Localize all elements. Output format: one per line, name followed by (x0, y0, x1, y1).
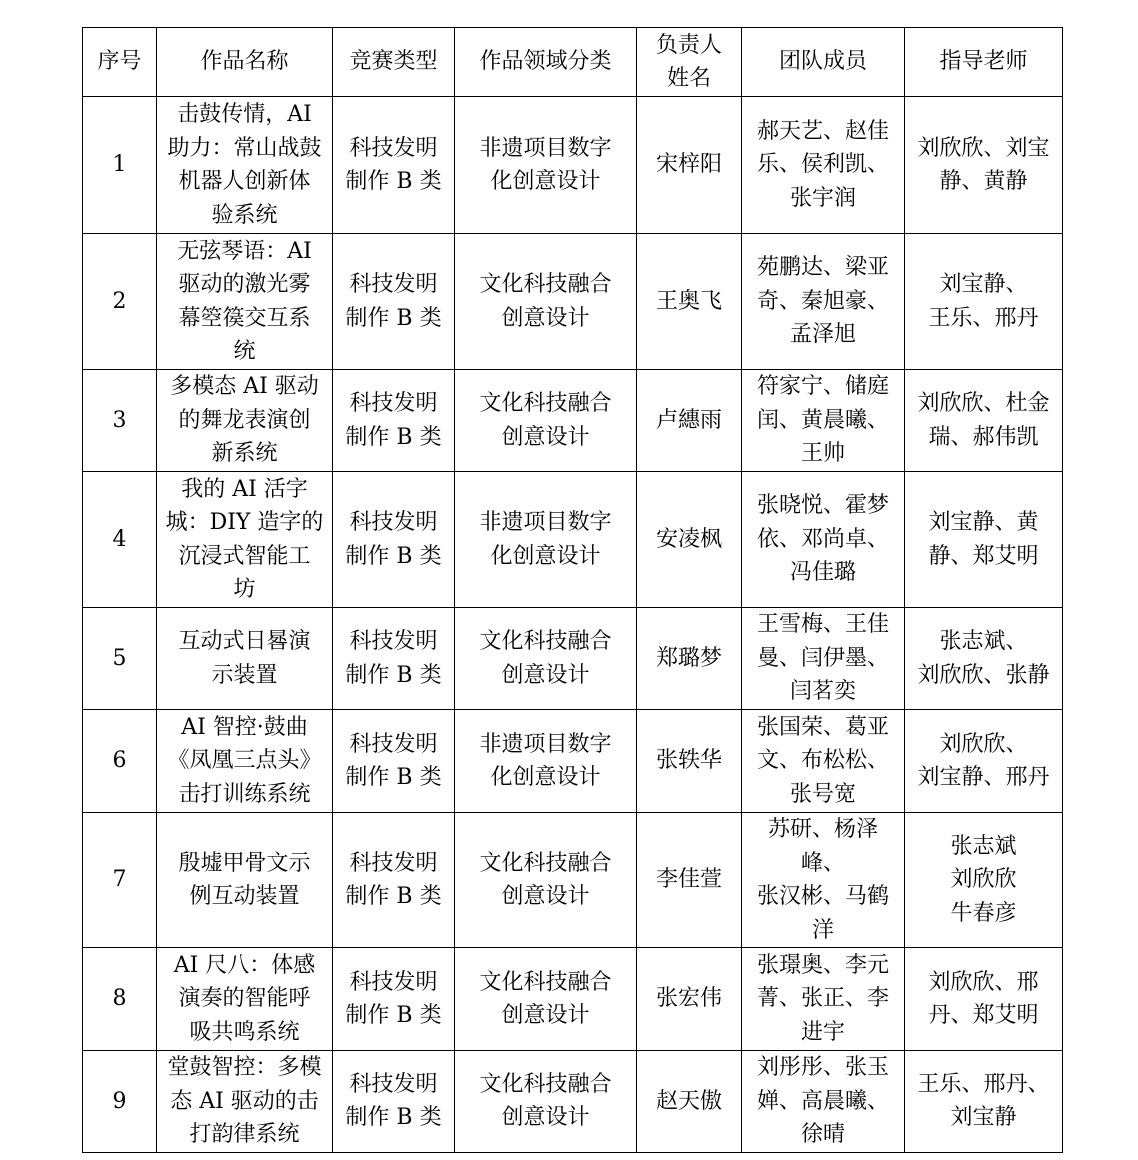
header-work-field: 作品领域分类 (455, 28, 637, 97)
cell-index: 3 (83, 370, 157, 472)
cell-work-field: 文化科技融合 创意设计 (455, 948, 637, 1051)
cell-competition-type: 科技发明 制作 B 类 (333, 813, 455, 948)
table-row (83, 234, 1063, 370)
cell-work-field: 文化科技融合 创意设计 (455, 608, 637, 710)
cell-index: 1 (83, 97, 157, 234)
cell-work-title: 互动式日晷演 示装置 (157, 608, 333, 710)
header-work-title: 作品名称 (157, 28, 333, 97)
cell-leader-name: 安凌枫 (637, 472, 742, 608)
cell-advisors: 刘欣欣、刘宝 静、黄静 (905, 97, 1063, 234)
cell-competition-type: 科技发明 制作 B 类 (333, 97, 455, 234)
cell-work-field: 非遗项目数字 化创意设计 (455, 97, 637, 234)
cell-leader-name: 张宏伟 (637, 948, 742, 1051)
cell-index: 4 (83, 472, 157, 608)
header-index: 序号 (83, 28, 157, 97)
cell-index: 6 (83, 710, 157, 813)
cell-advisors: 张志斌、 刘欣欣、张静 (905, 608, 1063, 710)
cell-advisors: 刘宝静、 王乐、邢丹 (905, 234, 1063, 370)
table-row (83, 710, 1063, 813)
cell-advisors: 刘宝静、黄 静、郑艾明 (905, 472, 1063, 608)
cell-work-field: 非遗项目数字 化创意设计 (455, 472, 637, 608)
cell-team-members: 张国荣、葛亚 文、布松松、 张号宽 (742, 710, 905, 813)
header-advisors: 指导老师 (905, 28, 1063, 97)
cell-advisors: 王乐、邢丹、 刘宝静 (905, 1051, 1063, 1153)
cell-work-title: 多模态 AI 驱动 的舞龙表演创 新系统 (157, 370, 333, 472)
header-leader-name: 负责人 姓名 (637, 28, 742, 97)
cell-leader-name: 赵天傲 (637, 1051, 742, 1153)
cell-advisors: 刘欣欣、 刘宝静、邢丹 (905, 710, 1063, 813)
cell-leader-name: 郑璐梦 (637, 608, 742, 710)
table-row (83, 948, 1063, 1051)
cell-work-field: 文化科技融合 创意设计 (455, 1051, 637, 1153)
cell-advisors: 刘欣欣、邢 丹、郑艾明 (905, 948, 1063, 1051)
cell-team-members: 苑鹏达、梁亚 奇、秦旭豪、 孟泽旭 (742, 234, 905, 370)
cell-work-field: 非遗项目数字 化创意设计 (455, 710, 637, 813)
cell-team-members: 符家宁、储庭 闰、黄晨曦、 王帅 (742, 370, 905, 472)
cell-team-members: 张璟奥、李元 菁、张正、李 进宇 (742, 948, 905, 1051)
cell-index: 5 (83, 608, 157, 710)
cell-competition-type: 科技发明 制作 B 类 (333, 710, 455, 813)
cell-advisors: 张志斌 刘欣欣 牛春彦 (905, 813, 1063, 948)
cell-team-members: 苏研、杨泽峰、 张汉彬、马鹤 洋 (742, 813, 905, 948)
table-row (83, 97, 1063, 234)
cell-leader-name: 王奥飞 (637, 234, 742, 370)
table-row (83, 608, 1063, 710)
header-competition-type: 竞赛类型 (333, 28, 455, 97)
document-page (82, 27, 1063, 1153)
cell-index: 2 (83, 234, 157, 370)
cell-leader-name: 宋梓阳 (637, 97, 742, 234)
cell-leader-name: 卢繐雨 (637, 370, 742, 472)
cell-work-field: 文化科技融合 创意设计 (455, 813, 637, 948)
cell-competition-type: 科技发明 制作 B 类 (333, 370, 455, 472)
cell-work-title: 击鼓传情，AI 助力：常山战鼓 机器人创新体 验系统 (157, 97, 333, 234)
table-row (83, 472, 1063, 608)
header-team-members: 团队成员 (742, 28, 905, 97)
table-body (83, 97, 1063, 1153)
table-header (83, 28, 1063, 97)
cell-advisors: 刘欣欣、杜金 瑞、郝伟凯 (905, 370, 1063, 472)
cell-competition-type: 科技发明 制作 B 类 (333, 1051, 455, 1153)
cell-index: 7 (83, 813, 157, 948)
cell-index: 8 (83, 948, 157, 1051)
cell-work-title: 殷墟甲骨文示 例互动装置 (157, 813, 333, 948)
cell-work-title: 我的 AI 活字 城：DIY 造字的 沉浸式智能工 坊 (157, 472, 333, 608)
cell-work-title: 无弦琴语：AI 驱动的激光雾 幕箜篌交互系 统 (157, 234, 333, 370)
table-row (83, 813, 1063, 948)
cell-team-members: 张晓悦、霍梦 依、邓尚卓、 冯佳璐 (742, 472, 905, 608)
cell-work-title: AI 尺八：体感 演奏的智能呼 吸共鸣系统 (157, 948, 333, 1051)
cell-work-field: 文化科技融合 创意设计 (455, 234, 637, 370)
cell-index: 9 (83, 1051, 157, 1153)
header-row (83, 28, 1063, 97)
cell-team-members: 郝天艺、赵佳 乐、侯利凯、 张宇润 (742, 97, 905, 234)
cell-competition-type: 科技发明 制作 B 类 (333, 948, 455, 1051)
cell-competition-type: 科技发明 制作 B 类 (333, 472, 455, 608)
cell-team-members: 刘彤彤、张玉 婵、高晨曦、 徐晴 (742, 1051, 905, 1153)
cell-work-title: 堂鼓智控：多模 态 AI 驱动的击 打韵律系统 (157, 1051, 333, 1153)
cell-leader-name: 李佳萱 (637, 813, 742, 948)
cell-work-field: 文化科技融合 创意设计 (455, 370, 637, 472)
cell-leader-name: 张轶华 (637, 710, 742, 813)
table-row (83, 370, 1063, 472)
cell-competition-type: 科技发明 制作 B 类 (333, 234, 455, 370)
cell-team-members: 王雪梅、王佳 曼、闫伊墨、 闫茗奕 (742, 608, 905, 710)
cell-work-title: AI 智控·鼓曲 《凤凰三点头》 击打训练系统 (157, 710, 333, 813)
cell-competition-type: 科技发明 制作 B 类 (333, 608, 455, 710)
competition-entries-table (82, 27, 1063, 1153)
table-row (83, 1051, 1063, 1153)
